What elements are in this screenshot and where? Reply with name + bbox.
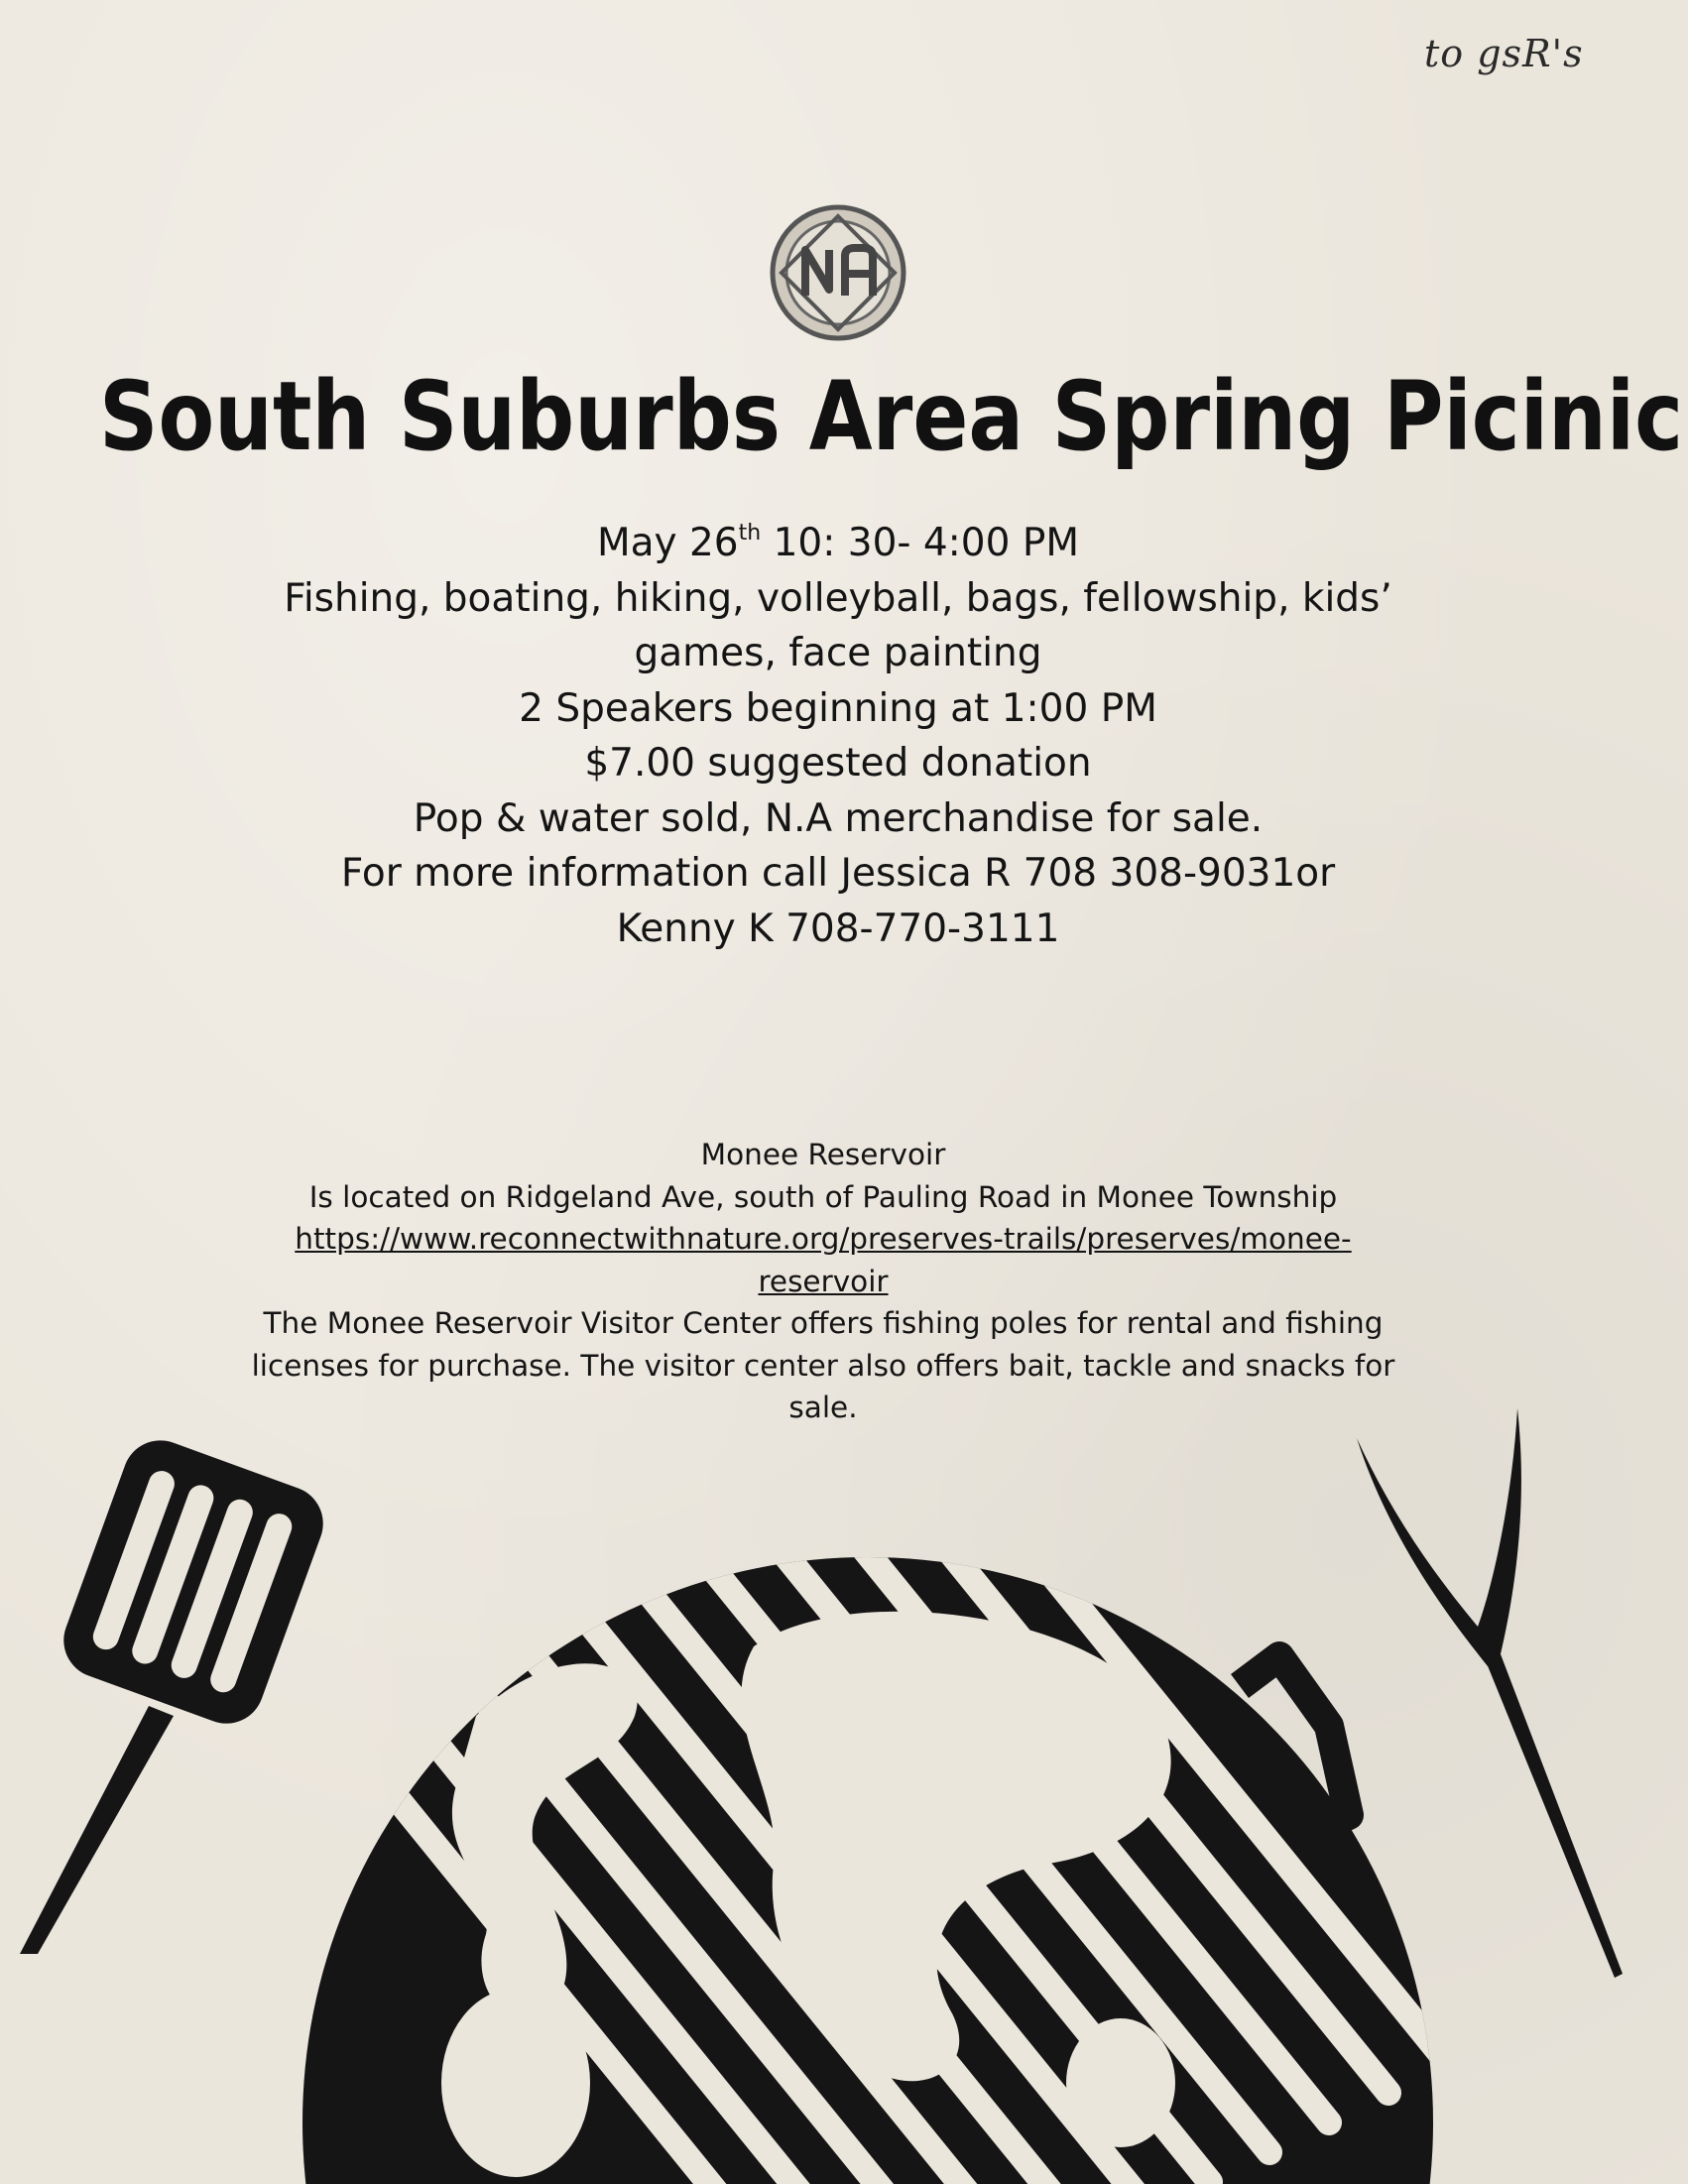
contact-line: For more information call Jessica R 708 308-9031or <box>340 851 1336 896</box>
food-piece <box>1066 2018 1175 2147</box>
location-description: licenses for purchase. The visitor center also offers bait, tackle and snacks for <box>251 1348 1395 1383</box>
location-address: Is located on Ridgeland Ave, south of Pauling Road in Monee Township <box>308 1179 1338 1214</box>
bbq-illustration <box>0 1389 1688 2184</box>
speakers-line: 2 Speakers beginning at 1:00 PM <box>519 685 1157 731</box>
na-logo-icon <box>764 198 912 347</box>
page-title: South Suburbs Area Spring Picinic <box>99 361 1684 472</box>
fork-icon <box>1357 1408 1623 1978</box>
handwritten-note: to gsR's <box>1424 32 1584 75</box>
location-block <box>208 1134 1438 1429</box>
donation-line: $7.00 suggested donation <box>584 741 1092 786</box>
location-description: sale. <box>788 1391 858 1424</box>
food-piece <box>441 1989 590 2177</box>
activities-line: Fishing, boating, hiking, volleyball, bags, fellowship, kids’ <box>284 575 1392 621</box>
location-link[interactable]: reservoir <box>758 1264 889 1298</box>
activities-line: games, face painting <box>634 631 1042 675</box>
contact-line: Kenny K 708-770-3111 <box>616 906 1060 951</box>
location-name: Monee Reservoir <box>700 1138 946 1171</box>
event-details <box>228 516 1448 956</box>
sales-line: Pop & water sold, N.A merchandise for sale. <box>413 795 1264 841</box>
spatula-icon <box>20 1430 333 1954</box>
location-description: The Monee Reservoir Visitor Center offers fishing poles for rental and fishing <box>263 1306 1384 1340</box>
event-date: May 26th 10: 30- 4:00 PM <box>596 521 1080 565</box>
location-link[interactable]: https://www.reconnectwithnature.org/preserves-trails/preserves/monee- <box>295 1222 1352 1256</box>
